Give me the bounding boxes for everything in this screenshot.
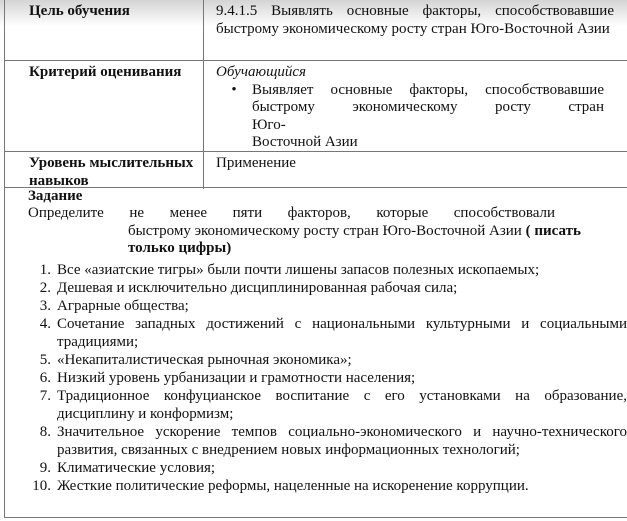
item-number: 6. <box>39 370 51 386</box>
level-label: Уровень мыслительных навыков <box>5 152 204 189</box>
info-table <box>4 0 627 189</box>
list-item <box>27 477 627 495</box>
goal-label: Цель обучения <box>5 0 204 60</box>
list-item <box>27 351 627 369</box>
item-number: 1. <box>39 262 51 278</box>
item-number: 9. <box>39 460 51 476</box>
item-text: Жесткие политические реформы, нацеленные на искоренение коррупции. <box>57 478 529 494</box>
list-item <box>27 279 627 297</box>
level-value: Применение <box>216 155 296 171</box>
item-number: 2. <box>39 280 51 296</box>
task-instruction <box>28 205 627 258</box>
task-section <box>4 187 627 518</box>
list-item <box>27 369 627 387</box>
item-text: Дешевая и исключительно дисциплинированная рабочая сила; <box>57 280 458 296</box>
criteria-subject: Обучающийся <box>216 64 307 80</box>
item-text: Сочетание западных достижений с национальными культурными и социальными традициями; <box>57 316 627 350</box>
goal-value: 9.4.1.5 Выявлять основные факторы, способствовавшие быстрому экономическому росту стран Юго-Восточной Азии <box>216 3 614 37</box>
bullet-icon: • <box>231 81 237 98</box>
factor-list <box>27 261 627 495</box>
item-text: «Некапиталистическая рыночная экономика»; <box>57 352 352 368</box>
item-number: 8. <box>39 424 51 440</box>
criteria-label: Критерий оценивания <box>5 61 204 151</box>
list-item <box>27 315 627 351</box>
criteria-text-3: Восточной Азии <box>252 134 358 150</box>
item-text: Климатические условия; <box>57 460 216 476</box>
item-number: 3. <box>39 298 51 314</box>
criteria-text: Выявляет основные факторы, способствовавшие быстрому экономическому росту стран <box>252 81 604 115</box>
item-number: 4. <box>39 316 51 332</box>
criteria-row <box>5 61 627 152</box>
goal-row <box>5 0 627 61</box>
item-text: Аграрные общества; <box>57 298 189 314</box>
item-text: Все «азиатские тигры» были почти лишены запасов полезных ископаемых; <box>57 262 540 278</box>
item-text: Значительное ускорение темпов социально-экономического и научно-технического развития, связанных с внедрением новых информационных технологий; <box>57 424 627 458</box>
instruction-line2: быстрому экономическому росту стран Юго-Восточной Азии <box>128 222 522 239</box>
list-item <box>27 423 627 459</box>
item-number: 5. <box>39 352 51 368</box>
item-number: 7. <box>39 388 51 404</box>
level-row <box>5 152 627 189</box>
task-title: Задание <box>28 188 83 204</box>
list-item <box>27 459 627 477</box>
item-text: Традиционное конфуцианское воспитание с его установками на образование, дисциплину и конформизм; <box>57 388 627 422</box>
instruction-line1: Определите не менее пяти факторов, которые способствовали <box>28 205 555 221</box>
list-item <box>27 387 627 423</box>
item-number: 10. <box>32 478 51 494</box>
list-item <box>27 297 627 315</box>
item-text: Низкий уровень урбанизации и грамотности населения; <box>57 370 416 386</box>
instruction-bold: ( писать только цифры) <box>128 222 581 256</box>
list-item <box>27 261 627 279</box>
criteria-text-2: Юго- <box>252 116 286 133</box>
criteria-bullet <box>216 82 627 152</box>
